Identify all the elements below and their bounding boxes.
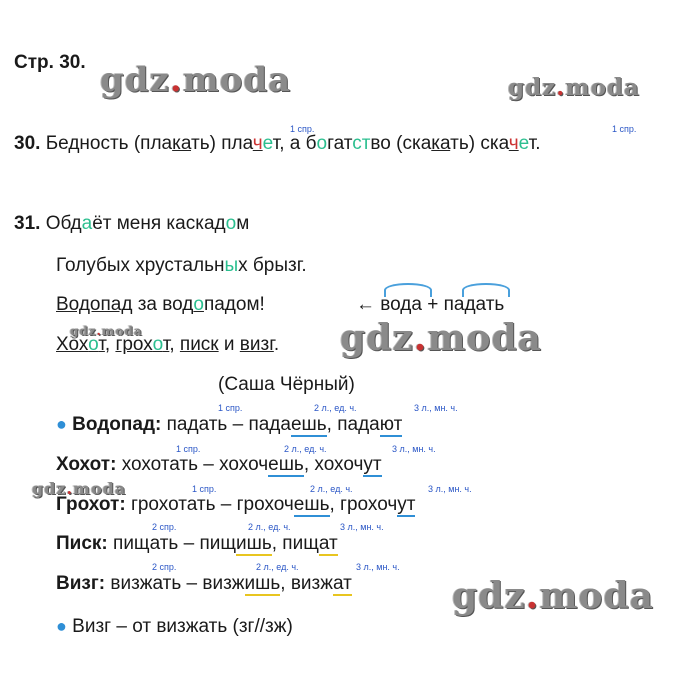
person-number-note: 2 л., ед. ч. <box>284 444 327 454</box>
analysis-word: Водопад: <box>72 414 162 435</box>
analysis-row <box>56 573 352 595</box>
person-number-note: 3 л., мн. ч. <box>356 562 400 572</box>
person-number-note: 3 л., мн. ч. <box>428 484 472 494</box>
person-number-note: 3 л., мн. ч. <box>340 522 384 532</box>
conjugation-note: 1 спр. <box>612 124 637 134</box>
person-number-note: 2 л., ед. ч. <box>248 522 291 532</box>
conjugation-note: 1 спр. <box>192 484 217 494</box>
analysis-row <box>56 454 382 476</box>
analysis-word: Хохот: <box>56 454 117 475</box>
analysis-word: Визг: <box>56 573 106 594</box>
page-label: Стр. 30. <box>14 52 86 73</box>
conjugation-note: 1 спр. <box>218 403 243 413</box>
person-number-note: 3 л., мн. ч. <box>392 444 436 454</box>
analysis-forms: падать – падаешь, падают <box>166 414 403 435</box>
analysis-row <box>56 494 415 516</box>
poem-line-3: Водопад за водопадом! <box>56 294 265 315</box>
exercise-number: 31. <box>14 213 41 234</box>
watermark-logo: gdz.moda <box>100 60 292 100</box>
poem-author: (Саша Чёрный) <box>218 374 355 395</box>
watermark-logo: gdz.moda <box>508 74 640 101</box>
person-number-note: 3 л., мн. ч. <box>414 403 458 413</box>
watermark-logo: gdz.moda <box>32 479 127 498</box>
analysis-forms: визжать – визжишь, визжат <box>110 573 352 594</box>
poem-line-1: Обдаёт меня каскадом <box>45 213 250 234</box>
exercise-31 <box>14 213 249 235</box>
person-number-note: 2 л., ед. ч. <box>310 484 353 494</box>
watermark-logo: gdz.moda <box>340 317 542 359</box>
analysis-word: Писк: <box>56 533 108 554</box>
watermark-logo: gdz.moda <box>70 324 143 338</box>
exercise-30-text: Бедность (плакать) плачет, а богатство (скакать) скачет. <box>45 133 541 154</box>
conjugation-note: 2 спр. <box>152 522 177 532</box>
analysis-row: ● Водопад: падать – падаешь, падают <box>56 414 403 435</box>
derivation: ← вода + падать <box>356 294 505 315</box>
analysis-forms: хохотать – хохочешь, хохочут <box>121 454 382 475</box>
watermark-logo: gdz.moda <box>452 575 654 617</box>
note-line: ● Визг – от визжать (зг//зж) <box>56 616 293 637</box>
analysis-forms: грохотать – грохочешь, грохочут <box>130 494 416 515</box>
analysis-row <box>56 533 338 555</box>
conjugation-note: 2 спр. <box>152 562 177 572</box>
note-text: Визг – от визжать (зг//зж) <box>72 616 293 637</box>
person-number-note: 2 л., ед. ч. <box>256 562 299 572</box>
conjugation-note: 1 спр. <box>290 124 315 134</box>
person-number-note: 2 л., ед. ч. <box>314 403 357 413</box>
poem-line-2: Голубых хрустальных брызг. <box>56 255 307 276</box>
analysis-word: Грохот: <box>56 494 126 515</box>
exercise-30 <box>14 133 540 155</box>
exercise-number: 30. <box>14 133 41 154</box>
poem-line-4: Хохот, грохот, писк и визг. <box>56 334 280 355</box>
conjugation-note: 1 спр. <box>176 444 201 454</box>
analysis-forms: пищать – пищишь, пищат <box>113 533 338 554</box>
